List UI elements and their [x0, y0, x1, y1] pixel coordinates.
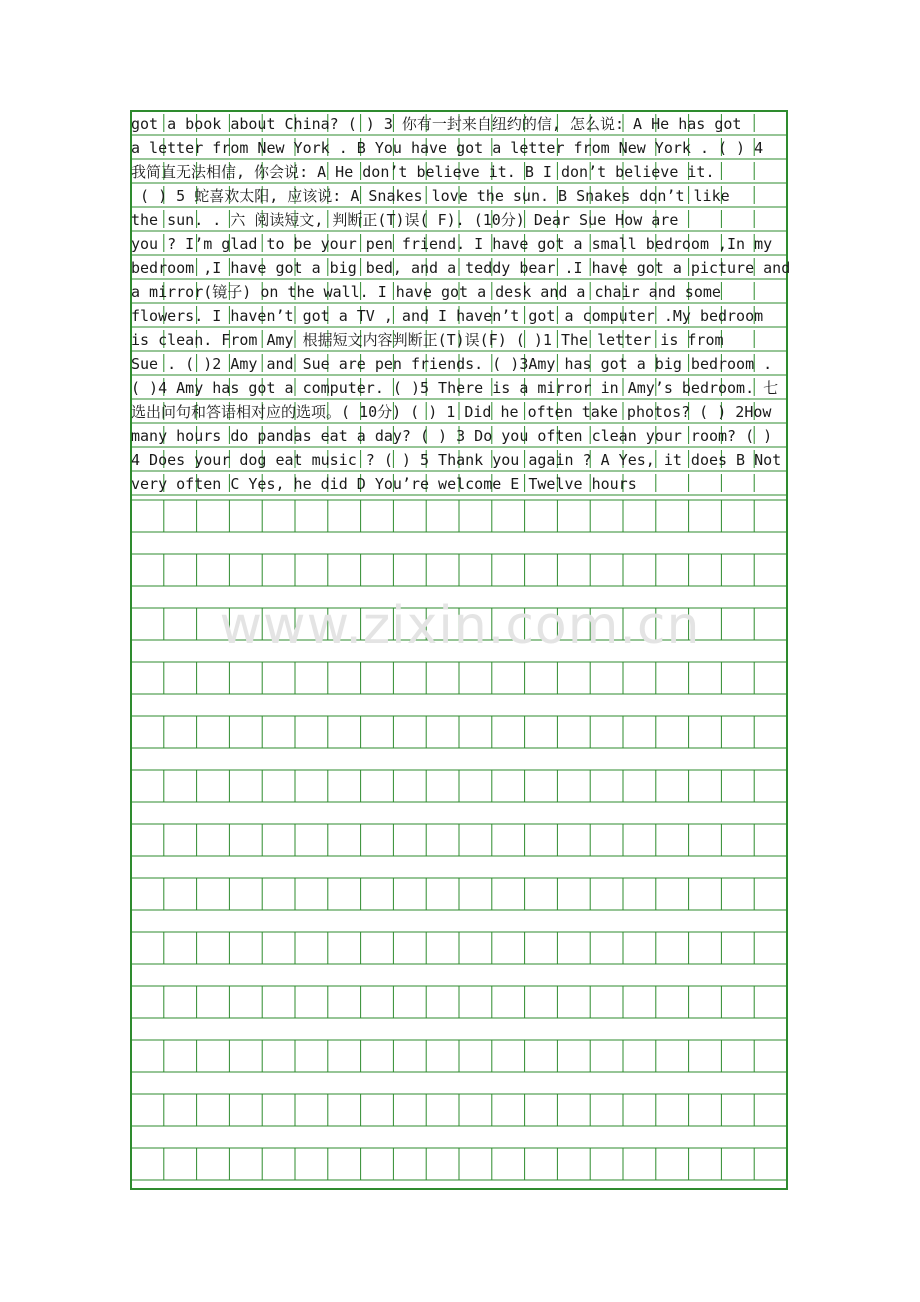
- text-line: the sun. . 六 阅读短文, 判断正(T)误( F). (10分) Dear Sue How are: [131, 211, 679, 229]
- text-line: 4 Does your dog eat music ? ( ) 5 Thank you again ? A Yes, it does B Not: [131, 451, 782, 469]
- text-line: you ? I’m glad to be your pen friend. I have got a small bedroom ,In my: [131, 235, 773, 253]
- text-line: is clean. From Amy 根据短文内容判断正(T)误(F) ( )1 The letter is from: [131, 331, 724, 349]
- text-line: many hours do pandas eat a day? ( ) 3 Do you often clean your room? ( ): [131, 427, 773, 445]
- text-line: a mirror(镜子) on the wall. I have got a desk and a chair and some: [131, 283, 721, 301]
- text-line: ( )4 Amy has got a computer. ( )5 There is a mirror in Amy’s bedroom. 七: [131, 379, 779, 397]
- text-line: bedroom ,I have got a big bed, and a teddy bear .I have got a picture and: [131, 259, 791, 277]
- text-line: 选出问句和答语相对应的选项。( 10分) ( ) 1 Did he often take photos? ( ) 2How: [131, 403, 772, 421]
- watermark: www.zixin.com.cn: [219, 596, 701, 656]
- text-line: Sue . ( )2 Amy and Sue are pen friends. ( )3Amy has got a big bedroom .: [131, 355, 773, 373]
- text-line: a letter from New York . B You have got a letter from New York . ( ) 4: [131, 139, 764, 157]
- text-line: very often C Yes, he did D You’re welcome E Twelve hours: [131, 475, 637, 493]
- text-line: got a book about China? ( ) 3 你有一封来自纽约的信, 怎么说: A He has got: [131, 115, 742, 133]
- text-line: 我简直无法相信, 你会说: A He don’t believe it. B I don’t believe it.: [131, 163, 715, 181]
- text-line: ( ) 5 蛇喜欢太阳, 应该说: A Snakes love the sun. B Snakes don’t like: [131, 187, 730, 205]
- text-line: flowers. I haven’t got a TV , and I haven’t got a computer .My bedroom: [131, 307, 764, 325]
- document-text: [131, 112, 851, 496]
